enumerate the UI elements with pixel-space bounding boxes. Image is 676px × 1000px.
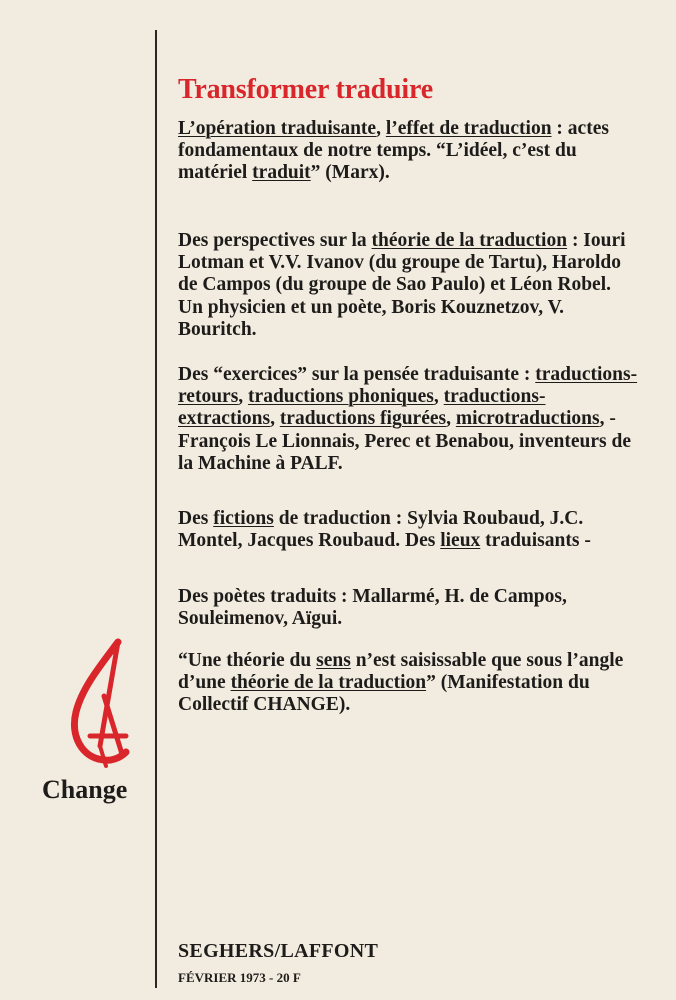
underlined-term: l’effet de traduction	[385, 118, 552, 139]
text-segment: “Une théorie du	[178, 650, 317, 671]
text-segment: ” (Marx).	[310, 162, 390, 184]
underlined-term: traductions phoniques	[248, 386, 434, 408]
text-segment: Des poètes traduits : Mallarmé, H. de Campos, Souleimenov, Aïgui.	[178, 586, 567, 630]
paragraph-fictions	[178, 508, 638, 552]
page-title: Transformer traduire	[178, 74, 433, 105]
underlined-term: traductions-extractions	[178, 386, 546, 430]
change-logo-icon	[60, 636, 140, 776]
underlined-term: théorie de la traduction	[371, 230, 568, 251]
underlined-term: fictions	[213, 508, 274, 529]
text-segment: ,	[270, 408, 280, 430]
logo-label: Change	[42, 775, 128, 804]
underlined-term: L’opération traduisante	[178, 118, 377, 139]
underlined-term: sens	[316, 650, 351, 671]
underlined-term: lieux	[440, 530, 481, 552]
text-segment: : Iouri Lotman et V.V. Ivanov (du groupe de Tartu), Haroldo de Campos (du groupe de Sao Paulo) et Léon Robel. Un physicien et un poète, Boris Kouznetzov, V. Bouritch.	[178, 230, 626, 340]
text-segment: ,	[446, 408, 456, 430]
text-segment: ,	[238, 386, 249, 408]
paragraph-operation	[178, 118, 638, 185]
underlined-term: traductions figurées	[279, 408, 447, 430]
date-price: FÉVRIER 1973 - 20 F	[178, 970, 301, 985]
text-segment: Des “exercices” sur la pensée traduisante :	[178, 364, 536, 385]
text-segment: : actes fondamentaux de notre temps. “L’idéel, c’est du matériel	[178, 118, 609, 184]
text-segment: ,	[376, 118, 386, 139]
underlined-term: théorie de la traduction	[230, 672, 427, 694]
text-segment: Des perspectives sur la	[178, 230, 372, 251]
paragraph-citation	[178, 650, 638, 717]
change-logo-svg	[60, 636, 140, 776]
text-segment: ,	[433, 386, 444, 408]
text-segment: traduisants -	[480, 530, 591, 552]
paragraph-perspectives	[178, 230, 638, 341]
publisher: SEGHERS/LAFFONT	[178, 940, 379, 962]
text-segment: ” (Manifestation du Collectif CHANGE).	[178, 672, 590, 716]
underlined-term: microtraductions	[455, 408, 600, 430]
paragraph-poetes	[178, 586, 638, 630]
vertical-rule	[155, 30, 157, 988]
underlined-term: traduit	[252, 162, 311, 184]
text-segment: , - François Le Lionnais, Perec et Benabou, inventeurs de la Machine à PALF.	[178, 408, 632, 474]
paragraph-exercices	[178, 364, 638, 475]
text-segment: de traduction : Sylvia Roubaud, J.C. Montel, Jacques Roubaud. Des	[178, 508, 584, 552]
text-segment: n’est saisissable que sous l’angle d’une	[178, 650, 624, 694]
text-segment: Des	[178, 508, 214, 529]
underlined-term: traductions-retours	[178, 364, 638, 408]
